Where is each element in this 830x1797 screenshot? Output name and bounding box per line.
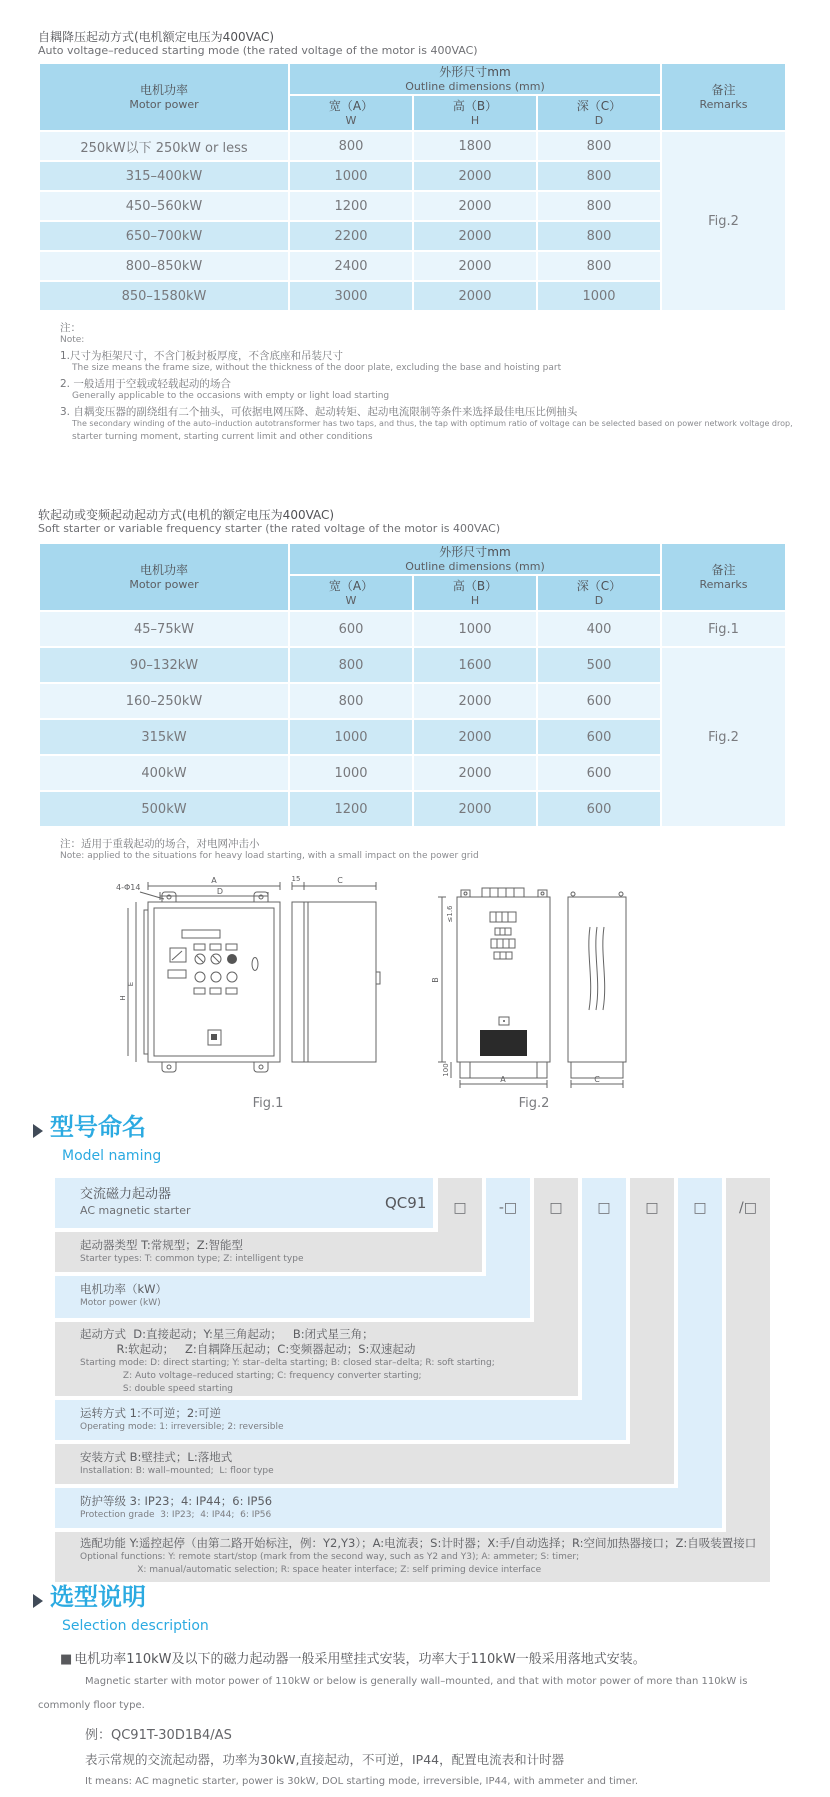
- note1-item2-en: Generally applicable to the occasions with empty or light load starting: [72, 391, 390, 401]
- dim-label-A: A: [211, 876, 217, 885]
- cell-width: 3000: [289, 281, 413, 311]
- table-row: [39, 647, 786, 683]
- panel-window: [480, 1030, 527, 1056]
- note2-zh: 注：适用于重载起动的场合，对电网冲击小: [60, 838, 260, 850]
- row-text-zh: 防护等级 3: IP23；4: IP44；6: IP56: [80, 1494, 273, 1508]
- header-width-en: W: [345, 593, 357, 607]
- header-width-zh: 宽（A）: [328, 98, 374, 113]
- model-naming-diagram: [55, 1178, 770, 1584]
- header-remarks-en: Remarks: [699, 577, 748, 591]
- dim-label-H: H: [119, 995, 127, 1001]
- note1-label-zh: 注：: [60, 322, 81, 334]
- selection-heading-zh: 选型说明: [50, 1583, 146, 1611]
- header-dims-en: Outline dimensions (mm): [405, 559, 545, 573]
- nameplate: [182, 930, 220, 938]
- product-name-en: AC magnetic starter: [80, 1204, 191, 1217]
- cell-width: 800: [289, 131, 413, 161]
- cell-depth: 800: [537, 251, 661, 281]
- cell-width: 2200: [289, 221, 413, 251]
- cell-width: 800: [289, 683, 413, 719]
- header-depth-zh: 深（C）: [576, 578, 622, 593]
- square-bullet-icon: ■: [60, 1652, 73, 1667]
- row-text-en: Starter types: T: common type; Z: intelligent type: [80, 1254, 304, 1264]
- header-remarks-zh: 备注: [711, 562, 736, 577]
- dim-label-holes: 4-Φ14: [116, 883, 141, 892]
- code-column-optional-functions: [726, 1178, 770, 1532]
- model-naming-row-installation: [55, 1444, 674, 1484]
- cell-depth: 600: [537, 719, 661, 755]
- selection-example-code: 例：QC91T-30D1B4/AS: [85, 1728, 232, 1743]
- dim-label-A2: A: [500, 1075, 506, 1084]
- header-motor-power-en: Motor power: [129, 97, 199, 111]
- cell-height: 1000: [413, 611, 537, 647]
- cell-height: 2000: [413, 683, 537, 719]
- row-text-en: Protection grade 3: IP23; 4: IP44; 6: IP56: [80, 1510, 272, 1520]
- section1-title-en: Auto voltage–reduced starting mode (the rated voltage of the motor is 400VAC): [38, 44, 478, 57]
- header-width: [289, 575, 413, 611]
- row-text-en: Operating mode: 1: irreversible; 2: reversible: [80, 1422, 284, 1432]
- header-height-en: H: [470, 113, 480, 127]
- header-remarks-zh: 备注: [711, 82, 736, 97]
- fig1-caption: Fig.1: [252, 1096, 284, 1111]
- cell-power: 450–560kW: [39, 191, 289, 221]
- note1-label-en: Note:: [60, 335, 85, 345]
- model-naming-heading-zh: 型号命名: [50, 1113, 146, 1141]
- cell-depth: 600: [537, 683, 661, 719]
- cell-depth: 800: [537, 131, 661, 161]
- cell-power: 250kW以下 250kW or less: [39, 131, 289, 161]
- code-box: -□: [498, 1200, 518, 1216]
- cell-remark: Fig.1: [661, 611, 786, 647]
- model-naming-row-starting-mode: [55, 1322, 578, 1396]
- code-box: □: [693, 1200, 707, 1216]
- dim-label-15: 15: [291, 875, 301, 883]
- header-motor-power-zh: 电机功率: [139, 562, 188, 577]
- fig1-side-view: [292, 875, 380, 1062]
- row-text-en: Optional functions: Y: remote start/stop (mark from the second way, such as Y2 and Y3); A: ammeter; S: timer;: [80, 1552, 580, 1562]
- header-motor-power: [39, 543, 289, 611]
- header-remarks: [661, 543, 786, 611]
- row-text-zh: 电机功率（kW）: [80, 1282, 168, 1296]
- cell-height: 2000: [413, 281, 537, 311]
- model-naming-row-operating-mode: [55, 1400, 626, 1440]
- product-name-zh: 交流磁力起动器: [80, 1187, 172, 1202]
- header-outline-dimensions: [289, 543, 661, 575]
- code-box: □: [549, 1200, 563, 1216]
- code-column-starter-type: [438, 1178, 482, 1232]
- hinge: [376, 972, 380, 984]
- code-column-operating-mode: [582, 1178, 626, 1400]
- cell-height: 2000: [413, 221, 537, 251]
- row-text-en: Motor power (kW): [80, 1298, 161, 1308]
- section-arrow-icon: [33, 1594, 43, 1608]
- header-motor-power-zh: 电机功率: [139, 82, 188, 97]
- door-handle: [252, 958, 258, 971]
- cell-depth: 400: [537, 611, 661, 647]
- header-depth-en: D: [594, 113, 604, 127]
- header-outline-dimensions: [289, 63, 661, 95]
- cell-width: 800: [289, 647, 413, 683]
- header-depth: [537, 575, 661, 611]
- selection-text-zh: 电机功率110kW及以下的磁力起动器一般采用壁挂式安装，功率大于110kW一般采用落地式安装。: [74, 1652, 646, 1667]
- cell-power: 90–132kW: [39, 647, 289, 683]
- selection-heading-en: Selection description: [62, 1618, 209, 1634]
- fig2-caption: Fig.2: [518, 1096, 550, 1111]
- selection-example-zh: 表示常规的交流起动器，功率为30kW,直接起动，不可逆，IP44，配置电流表和计时器: [85, 1752, 565, 1767]
- header-dims-en: Outline dimensions (mm): [405, 79, 545, 93]
- model-naming-row-protection-grade: [55, 1488, 722, 1528]
- cell-height: 2000: [413, 755, 537, 791]
- header-depth: [537, 95, 661, 131]
- cell-width: 600: [289, 611, 413, 647]
- header-width-en: W: [345, 113, 357, 127]
- cell-power: 45–75kW: [39, 611, 289, 647]
- row-text-en: Z: Auto voltage–reduced starting; C: frequency converter starting;: [80, 1371, 422, 1381]
- code-column-protection-grade: [678, 1178, 722, 1488]
- note1-item3-en2: starter turning moment, starting current limit and other conditions: [72, 432, 373, 442]
- header-remarks: [661, 63, 786, 131]
- cell-depth: 500: [537, 647, 661, 683]
- section2-title-en: Soft starter or variable frequency starter (the rated voltage of the motor is 400VAC): [38, 522, 501, 535]
- cell-height: 2000: [413, 251, 537, 281]
- soft-starter-dimensions-table: [38, 542, 787, 828]
- cell-power: 850–1580kW: [39, 281, 289, 311]
- dim-label-thickness: ≤1.6: [446, 905, 454, 923]
- cell-width: 1200: [289, 191, 413, 221]
- cell-width: 1000: [289, 719, 413, 755]
- cell-height: 1600: [413, 647, 537, 683]
- model-naming-product: [55, 1178, 433, 1228]
- row-text-en: X: manual/automatic selection; R: space heater interface; Z: self priming device interface: [80, 1565, 542, 1575]
- header-motor-power: [39, 63, 289, 131]
- header-motor-power-en: Motor power: [129, 577, 199, 591]
- push-button: [227, 954, 237, 964]
- push-button: [195, 972, 205, 982]
- row-text-en: S: double speed starting: [80, 1384, 233, 1394]
- dim-label-C2: C: [594, 1075, 600, 1084]
- section1-title-zh: 自耦降压起动方式(电机额定电压为400VAC): [38, 30, 275, 44]
- note1-item1-en: The size means the frame size, without the thickness of the door plate, excluding the base and hoisting part: [72, 363, 562, 373]
- code-box: /□: [739, 1200, 757, 1216]
- code-column-starting-mode: [534, 1178, 578, 1322]
- auto-voltage-dimensions-table: [38, 62, 787, 312]
- cell-power: 650–700kW: [39, 221, 289, 251]
- header-height: [413, 95, 537, 131]
- note2-en: Note: applied to the situations for heavy load starting, with a small impact on the power grid: [60, 851, 479, 861]
- cell-height: 1800: [413, 131, 537, 161]
- fig1-front-view: [116, 876, 280, 1072]
- cell-remark: Fig.2: [661, 131, 786, 311]
- note1-item1-zh: 1.尺寸为柜架尺寸，不含门板封板厚度，不含底座和吊装尺寸: [60, 350, 344, 362]
- note1-item3-zh: 3. 自耦变压器的副绕组有二个抽头，可依据电网压降、起动转矩、起动电流限制等条件来选择最佳电压比例抽头: [60, 406, 578, 418]
- header-dims-zh: 外形尺寸mm: [439, 544, 511, 559]
- cell-power: 800–850kW: [39, 251, 289, 281]
- row-text-zh: R:软起动； Z:自耦降压起动；C:变频器起动；S:双速起动: [80, 1342, 416, 1356]
- header-height: [413, 575, 537, 611]
- fig2-side-view: [568, 892, 626, 1088]
- vent-grille: [490, 912, 516, 922]
- row-text-en: Starting mode: D: direct starting; Y: star–delta starting; B: closed star–delta; R: soft starting;: [80, 1358, 495, 1368]
- model-naming-heading-en: Model naming: [62, 1148, 162, 1164]
- cell-depth: 1000: [537, 281, 661, 311]
- model-naming-row-optional-functions: [55, 1532, 770, 1582]
- cell-depth: 600: [537, 755, 661, 791]
- dim-label-D: D: [216, 887, 224, 896]
- cell-width: 2400: [289, 251, 413, 281]
- row-text-zh: 选配功能 Y:遥控起停（由第二路开始标注，例：Y2,Y3）；A:电流表；S:计时器；X:手/自动选择；R:空间加热器接口；Z:自吸装置接口: [80, 1536, 757, 1550]
- header-height-zh: 高（B）: [452, 98, 498, 113]
- header-depth-en: D: [594, 593, 604, 607]
- cell-height: 2000: [413, 791, 537, 827]
- header-width: [289, 95, 413, 131]
- push-button: [211, 972, 221, 982]
- cell-height: 2000: [413, 191, 537, 221]
- row-text-zh: 运转方式 1:不可逆；2:可逆: [80, 1406, 222, 1420]
- header-width-zh: 宽（A）: [328, 578, 374, 593]
- selection-paragraph-zh: [60, 1648, 646, 1667]
- row-text-en: Installation: B: wall–mounted; L: floor type: [80, 1466, 274, 1476]
- push-button: [227, 972, 237, 982]
- code-box: □: [453, 1200, 467, 1216]
- model-naming-row-starter-type: [55, 1232, 482, 1272]
- model-naming-row-motor-power: [55, 1276, 530, 1318]
- note1-item2-zh: 2. 一般适用于空载或轻载起动的场合: [60, 378, 231, 390]
- cell-depth: 800: [537, 191, 661, 221]
- cell-power: 315–400kW: [39, 161, 289, 191]
- row-text-zh: 安装方式 B:壁挂式；L:落地式: [80, 1450, 233, 1464]
- row-text-zh: 起动方式 D:直接起动；Y:星三角起动； B:闭式星三角；: [80, 1327, 374, 1341]
- cell-depth: 800: [537, 221, 661, 251]
- cell-remark: Fig.2: [661, 647, 786, 827]
- row-text-zh: 起动器类型 T:常规型；Z:智能型: [80, 1238, 244, 1252]
- cell-power: 500kW: [39, 791, 289, 827]
- cell-height: 2000: [413, 161, 537, 191]
- outline-drawings: [70, 872, 730, 1090]
- table-row: [39, 131, 786, 161]
- cell-width: 1200: [289, 791, 413, 827]
- cell-power: 400kW: [39, 755, 289, 791]
- cell-width: 1000: [289, 161, 413, 191]
- section2-title-zh: 软起动或变频起动起动方式(电机的额定电压为400VAC): [38, 508, 335, 522]
- section-arrow-icon: [33, 1124, 43, 1138]
- dim-label-100: 100: [442, 1063, 450, 1077]
- code-column-motor-power: [486, 1178, 530, 1276]
- header-height-zh: 高（B）: [452, 578, 498, 593]
- header-dims-zh: 外形尺寸mm: [439, 64, 511, 79]
- dim-label-E: E: [127, 981, 135, 987]
- header-depth-zh: 深（C）: [576, 98, 622, 113]
- code-box: □: [597, 1200, 611, 1216]
- table-row: [39, 611, 786, 647]
- cell-width: 1000: [289, 755, 413, 791]
- selection-paragraph-en2: commonly floor type.: [38, 1700, 145, 1711]
- cell-depth: 600: [537, 791, 661, 827]
- code-box: □: [645, 1200, 659, 1216]
- selection-example-en: It means: AC magnetic starter, power is 30kW, DOL starting mode, irreversible, IP44, with ammeter and timer.: [85, 1776, 639, 1787]
- model-code: QC91: [385, 1194, 427, 1212]
- code-column-installation: [630, 1178, 674, 1444]
- header-remarks-en: Remarks: [699, 97, 748, 111]
- header-height-en: H: [470, 593, 480, 607]
- cell-height: 2000: [413, 719, 537, 755]
- note1-item3-en1: The secondary winding of the auto–induction autotransformer has two taps, and thus, the tap with optimum ratio of voltage can be selected based on power network voltage drop,: [72, 419, 793, 428]
- fig2-front-view: [431, 888, 550, 1088]
- dim-label-C: C: [337, 876, 343, 885]
- cell-power: 160–250kW: [39, 683, 289, 719]
- cell-depth: 800: [537, 161, 661, 191]
- cell-power: 315kW: [39, 719, 289, 755]
- selection-paragraph-en1: Magnetic starter with motor power of 110kW or below is generally wall–mounted, and that with motor power of more than 110kW is: [85, 1676, 748, 1687]
- dim-label-B: B: [431, 977, 440, 983]
